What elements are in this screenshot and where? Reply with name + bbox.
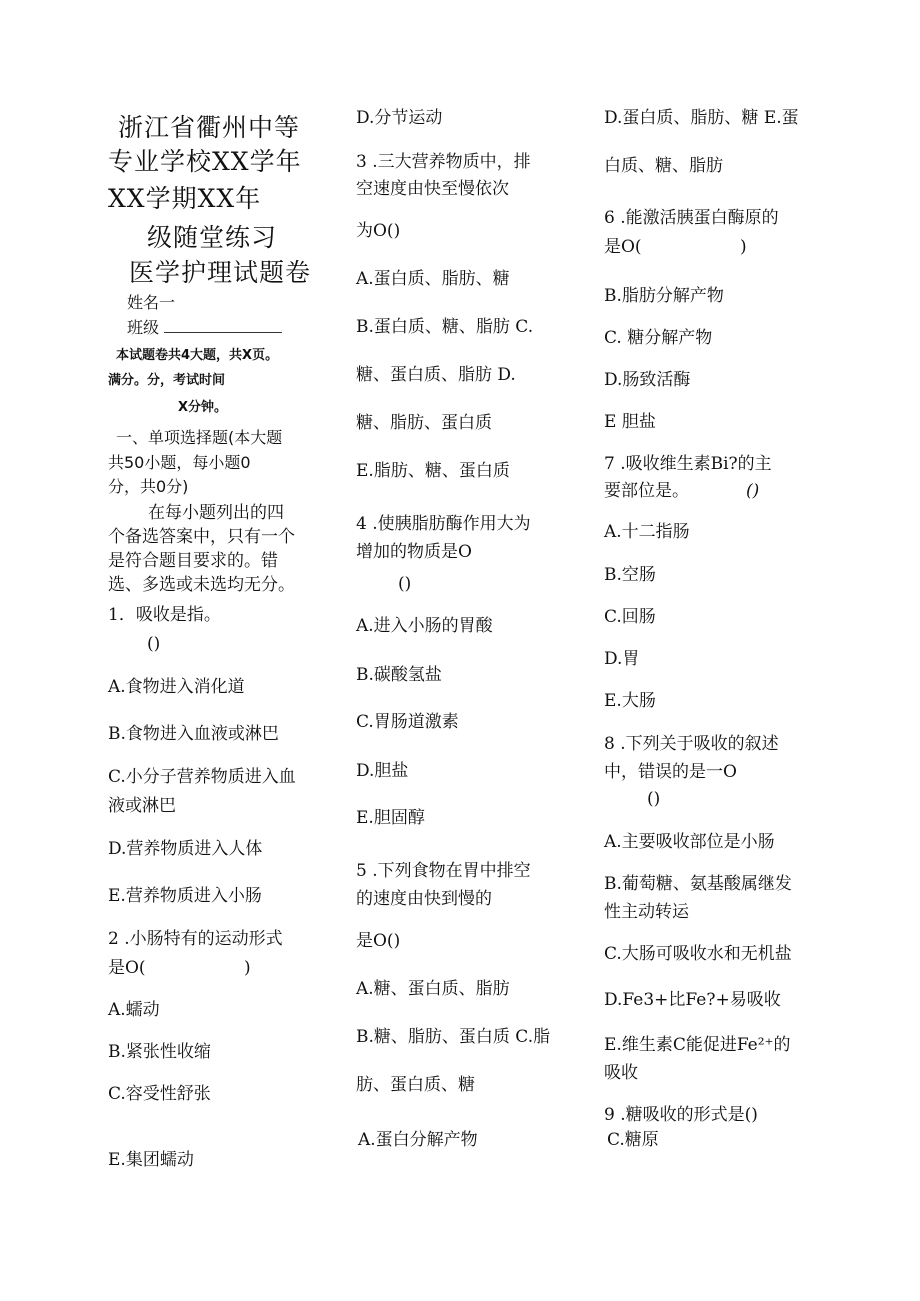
q6-option-d: D.肠致活酶 bbox=[604, 370, 691, 390]
info-line-1: 本试题卷共4大题，共X页。 bbox=[116, 348, 279, 363]
q5-option-b: B.糖、脂肪、蛋白质 C.脂 bbox=[356, 1027, 551, 1047]
q5-option-d-e: D.蛋白质、脂肪、糖 E.蛋 bbox=[604, 108, 799, 128]
title-line-2: 专业学校XX学年 bbox=[108, 147, 302, 176]
q3-option-e: E.脂肪、糖、蛋白质 bbox=[356, 461, 510, 481]
q3-stem-cont-2: 为O() bbox=[356, 221, 401, 241]
q4-option-e: E.胆固醇 bbox=[356, 808, 425, 828]
class-label: 班级 bbox=[127, 318, 160, 337]
q4-option-b: B.碳酸氢盐 bbox=[356, 665, 442, 685]
q1-option-e: E.营养物质进入小肠 bbox=[108, 886, 262, 906]
q1-paren: () bbox=[147, 634, 161, 654]
q1-stem: 1．吸收是指。 bbox=[108, 605, 221, 625]
instructions-line-3: 是符合题目要求的。错 bbox=[108, 551, 278, 571]
q8-stem: 8 .下列关于吸收的叙述 bbox=[604, 734, 779, 754]
q3-stem: 3 .三大营养物质中，排 bbox=[356, 152, 531, 172]
q1-option-d: D.营养物质进入人体 bbox=[108, 839, 263, 859]
q8-option-b-cont: 性主动转运 bbox=[604, 902, 689, 922]
class-blank-line bbox=[164, 318, 282, 333]
q7-stem-cont: 要部位是。 bbox=[604, 481, 689, 501]
q8-option-d: D.Fe3+比Fe?+易吸收 bbox=[604, 990, 781, 1010]
q7-option-c: C.回肠 bbox=[604, 607, 656, 627]
q2-option-b: B.紧张性收缩 bbox=[108, 1042, 211, 1062]
q2-option-e: E.集团蠕动 bbox=[108, 1150, 194, 1170]
q6-stem-cont: 是O( bbox=[604, 237, 642, 257]
section-line-1: 一、单项选择题(本大题 bbox=[116, 428, 283, 447]
name-label: 姓名一 bbox=[127, 293, 176, 312]
q8-option-a: A.主要吸收部位是小肠 bbox=[604, 832, 775, 852]
title-line-5: 医学护理试题卷 bbox=[129, 258, 312, 287]
q7-option-d: D.胃 bbox=[604, 649, 640, 669]
q5-option-a: A.糖、蛋白质、脂肪 bbox=[356, 979, 510, 999]
q2-stem: 2 .小肠特有的运动形式 bbox=[108, 929, 283, 949]
q5-option-e-cont: 白质、糖、脂肪 bbox=[604, 156, 723, 176]
instructions-line-2: 个备选答案中，只有一个 bbox=[108, 527, 295, 547]
q4-stem-cont: 增加的物质是O bbox=[356, 542, 472, 562]
q1-option-c-cont: 液或淋巴 bbox=[108, 796, 176, 816]
q8-option-e: E.维生素C能促进Fe²⁺的 bbox=[604, 1035, 791, 1055]
info-line-3: X分钟。 bbox=[178, 400, 228, 415]
instructions-line-1: 在每小题列出的四 bbox=[148, 503, 284, 523]
q4-option-d: D.胆盐 bbox=[356, 761, 409, 781]
q3-option-a: A.蛋白质、脂肪、糖 bbox=[356, 269, 510, 289]
q7-option-a: A.十二指肠 bbox=[604, 522, 690, 542]
q5-stem-cont-1: 的速度由快到慢的 bbox=[356, 889, 492, 909]
q4-option-c: C.胃肠道激素 bbox=[356, 712, 459, 732]
q8-option-c: C.大肠可吸收水和无机盐 bbox=[604, 944, 792, 964]
q3-option-d: 糖、脂肪、蛋白质 bbox=[356, 413, 492, 433]
q3-stem-cont-1: 空速度由快至慢依次 bbox=[356, 179, 509, 199]
q4-paren: () bbox=[398, 574, 412, 594]
q8-stem-cont: 中，错误的是一O bbox=[604, 762, 737, 782]
q5-stem-cont-2: 是O() bbox=[356, 931, 401, 951]
q2-option-c: C.容受性舒张 bbox=[108, 1084, 211, 1104]
q5-option-c: 肪、蛋白质、糖 bbox=[356, 1075, 475, 1095]
q2-paren-close: ) bbox=[244, 958, 251, 978]
q9-stem: 9 .糖吸收的形式是() bbox=[604, 1105, 758, 1125]
title-line-3: XX学期XX年 bbox=[108, 184, 262, 213]
q6-option-b: B.脂肪分解产物 bbox=[604, 286, 724, 306]
q1-option-b: B.食物进入血液或淋巴 bbox=[108, 724, 279, 744]
class-field bbox=[127, 317, 282, 339]
title-line-1: 浙江省衢州中等 bbox=[118, 113, 301, 142]
info-line-2: 满分。分，考试时间 bbox=[108, 373, 226, 388]
q9-option-c: C.糖原 bbox=[607, 1130, 659, 1150]
q6-option-c: C. 糖分解产物 bbox=[604, 328, 713, 348]
q5-stem: 5 .下列食物在胃中排空 bbox=[356, 861, 531, 881]
title-line-4: 级随堂练习 bbox=[147, 223, 278, 252]
q8-paren: () bbox=[647, 789, 661, 809]
q7-stem: 7 .吸收维生素Bi?的主 bbox=[604, 454, 772, 474]
q2-option-a: A.蠕动 bbox=[108, 1000, 160, 1020]
q1-option-c: C.小分子营养物质进入血 bbox=[108, 767, 296, 787]
q7-paren: () bbox=[746, 481, 760, 501]
section-line-3: 分，共0分) bbox=[108, 477, 189, 496]
section-line-2: 共50小题，每小题0 bbox=[108, 453, 251, 472]
q6-stem: 6 .能激活胰蛋白酶原的 bbox=[604, 208, 779, 228]
q3-option-b: B.蛋白质、糖、脂肪 C. bbox=[356, 317, 534, 337]
q6-paren-close: ) bbox=[740, 237, 747, 257]
q3-option-c: 糖、蛋白质、脂肪 D. bbox=[356, 365, 516, 385]
q1-option-a: A.食物进入消化道 bbox=[108, 677, 245, 697]
q2-stem-cont: 是O( bbox=[108, 958, 146, 978]
q2-option-d: D.分节运动 bbox=[356, 108, 443, 128]
q8-option-e-cont: 吸收 bbox=[604, 1063, 638, 1083]
q6-option-e: E 胆盐 bbox=[604, 412, 656, 432]
q7-option-e: E.大肠 bbox=[604, 691, 656, 711]
instructions-line-4: 选、多选或未选均无分。 bbox=[108, 575, 295, 595]
q4-stem: 4 .使胰脂肪酶作用大为 bbox=[356, 514, 531, 534]
q8-option-b: B.葡萄糖、氨基酸属继发 bbox=[604, 874, 792, 894]
q7-option-b: B.空肠 bbox=[604, 565, 656, 585]
q6-option-a: A.蛋白分解产物 bbox=[358, 1130, 478, 1150]
q4-option-a: A.进入小肠的胃酸 bbox=[356, 616, 493, 636]
